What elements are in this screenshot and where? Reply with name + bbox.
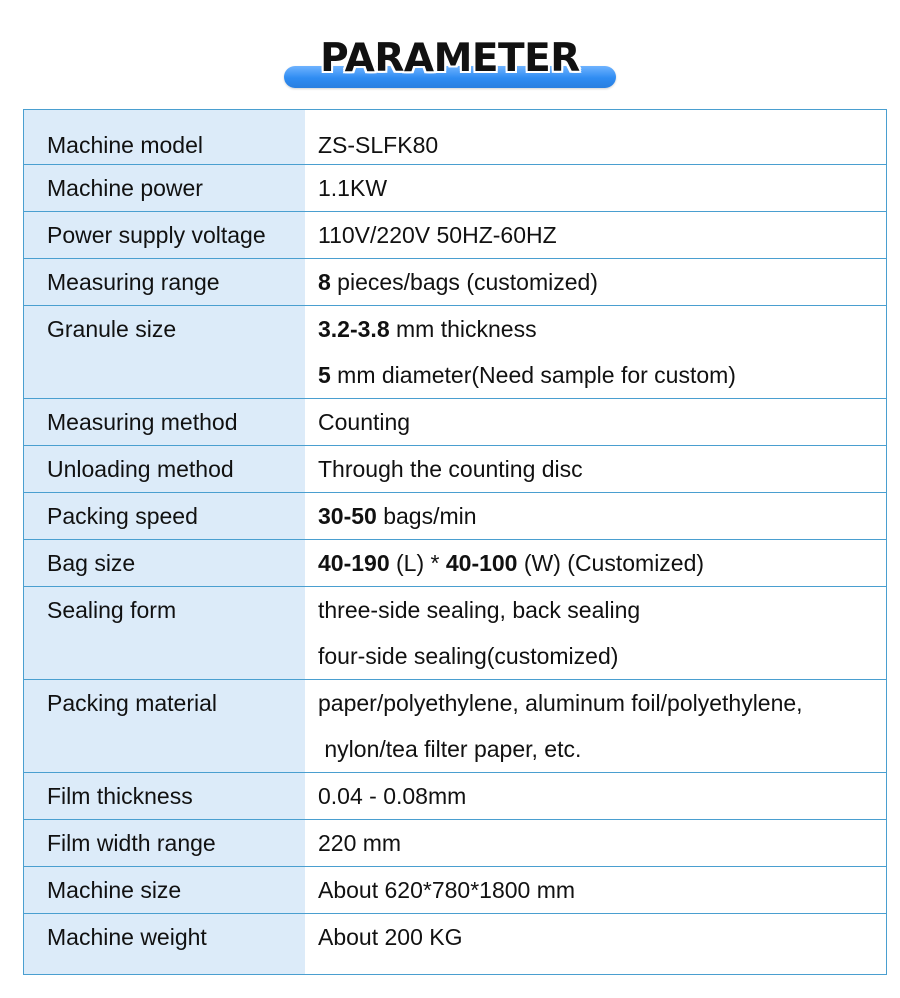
- row-value: [305, 493, 886, 539]
- row-value: ZS-SLFK80: [305, 110, 886, 164]
- table-row: [24, 259, 886, 306]
- value-bold: 40-190: [318, 549, 390, 576]
- value-bold: 30-50: [318, 502, 377, 529]
- table-row: [24, 493, 886, 540]
- row-value: About 620*780*1800 mm: [305, 867, 886, 913]
- table-row: [24, 773, 886, 820]
- row-value: [305, 259, 886, 305]
- row-label: Unloading method: [24, 446, 305, 492]
- page-title: PARAMETER: [320, 36, 580, 81]
- row-value: [305, 540, 886, 586]
- row-label: Sealing form: [24, 587, 305, 679]
- row-label: Film thickness: [24, 773, 305, 819]
- row-label: Machine weight: [24, 914, 305, 974]
- row-value: 110V/220V 50HZ-60HZ: [305, 212, 886, 258]
- value-bold: 40-100: [445, 549, 518, 576]
- parameter-table: [23, 109, 887, 975]
- value-text: bags/min: [376, 502, 477, 529]
- row-label: Bag size: [24, 540, 305, 586]
- row-label: Machine model: [24, 110, 305, 164]
- table-row: [24, 587, 886, 680]
- table-row: [24, 867, 886, 914]
- row-value: About 200 KG: [305, 914, 886, 974]
- table-row: [24, 212, 886, 259]
- value-bold: 5: [318, 361, 331, 388]
- row-value: Through the counting disc: [305, 446, 886, 492]
- table-row: [24, 446, 886, 493]
- value-text: pieces/bags (customized): [330, 268, 598, 295]
- value-text: (L) *: [389, 549, 446, 576]
- row-label: Packing speed: [24, 493, 305, 539]
- value-text: mm diameter(Need sample for custom): [330, 361, 736, 388]
- row-label: Granule size: [24, 306, 305, 398]
- value-text: mm thickness: [389, 315, 537, 342]
- table-row: [24, 110, 886, 165]
- table-row: [24, 399, 886, 446]
- table-row: [24, 680, 886, 773]
- value-text: (W) (Customized): [517, 549, 705, 576]
- row-label: Packing material: [24, 680, 305, 772]
- row-value: three-side sealing, back sealing four-side sealing(customized): [305, 587, 886, 679]
- row-label: Machine size: [24, 867, 305, 913]
- row-label: Measuring method: [24, 399, 305, 445]
- row-value: Counting: [305, 399, 886, 445]
- row-value: 220 mm: [305, 820, 886, 866]
- row-value: 0.04 - 0.08mm: [305, 773, 886, 819]
- row-value: [305, 306, 886, 398]
- row-label: Measuring range: [24, 259, 305, 305]
- row-value: paper/polyethylene, aluminum foil/polyethylene, nylon/tea filter paper, etc.: [305, 680, 886, 772]
- value-bold: 8: [318, 268, 331, 295]
- table-row: [24, 165, 886, 212]
- table-row: [24, 540, 886, 587]
- table-row: [24, 306, 886, 399]
- row-label: Power supply voltage: [24, 212, 305, 258]
- value-bold: 3.2-3.8: [318, 315, 390, 342]
- table-row: [24, 914, 886, 974]
- row-label: Machine power: [24, 165, 305, 211]
- title-banner: [0, 32, 900, 102]
- row-value: 1.1KW: [305, 165, 886, 211]
- row-label: Film width range: [24, 820, 305, 866]
- table-row: [24, 820, 886, 867]
